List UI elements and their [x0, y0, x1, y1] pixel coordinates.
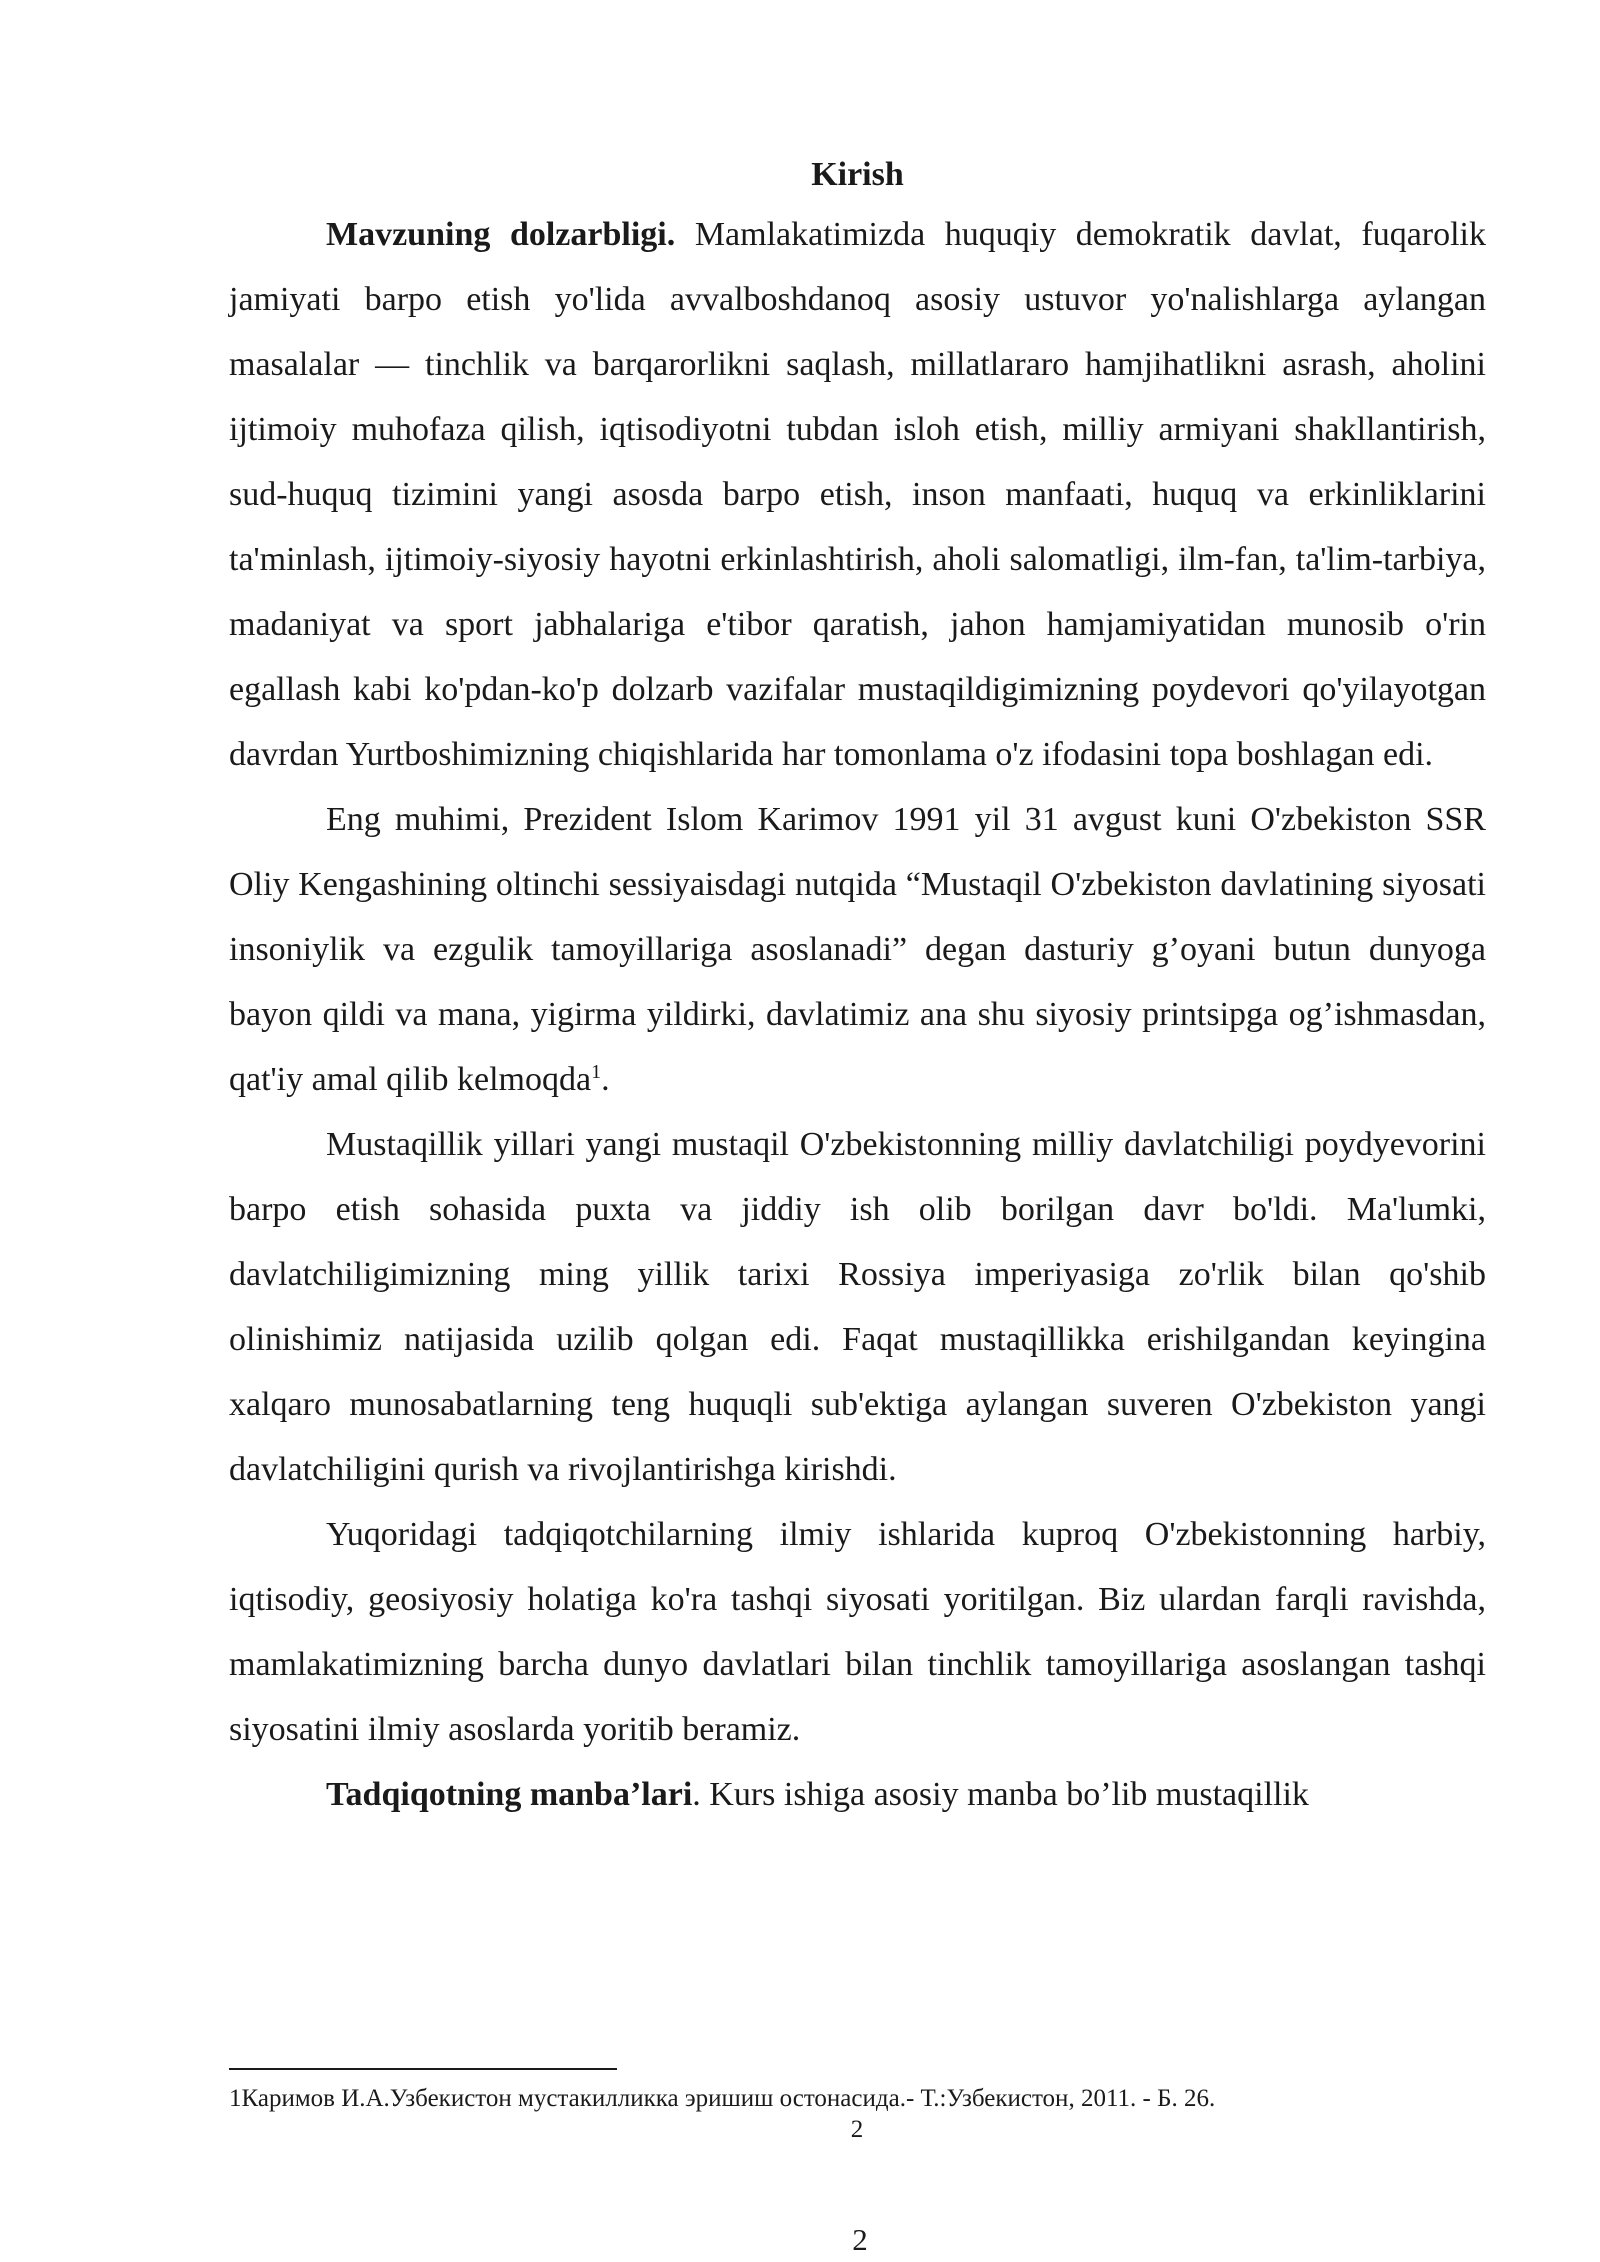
paragraph-independence-years — [229, 1112, 1486, 1502]
footnote-text: 1Каримов И.А.Узбекистон мустакилликка эришиш остонасида.- Т.:Узбекистон, 2011. - Б. 26. — [229, 2085, 1216, 2112]
footnote-separator — [229, 2068, 617, 2070]
page-number: 2 — [852, 2222, 868, 2257]
paragraph-lead: Tadqiqotning manba’lari — [326, 1776, 693, 1813]
paragraph-lead: Mavzuning dolzarbligi. — [326, 216, 676, 253]
page-title: Kirish — [811, 156, 904, 193]
paragraph-relevance — [229, 202, 1486, 787]
paragraph-text: Mustaqillik yillari yangi mustaqil O'zbekistonning milliy davlatchiligi poydyevorini barpo etish sohasida puxta va jiddiy ish olib borilgan davr bo'ldi. Ma'lumki, davlatchiligimizning ming yillik tarixi Rossiya imperiyasiga zo'rlik bilan qo'shib olinishimiz natijasida uzilib qolgan edi. Faqat mustaqillikka erishilgandan keyingina xalqaro munosabatlarning teng huquqli sub'ektiga aylangan suveren O'zbekiston yangi davlatchiligini qurish va rivojlantirishga kirishdi. — [229, 1126, 1486, 1488]
paragraph-researchers — [229, 1502, 1486, 1762]
footnote-page-number: 2 — [850, 2116, 864, 2143]
paragraph-karimov-speech — [229, 787, 1486, 1112]
footnote-reference[interactable]: 1 — [591, 1061, 602, 1083]
paragraph-text: Mamlakatimizda huquqiy demokratik davlat, fuqarolik jamiyati barpo etish yo'lida avvalboshdanoq asosiy ustuvor yo'nalishlarga aylangan masalalar — tinchlik va barqarorlikni saqlash, millatlararo hamjihatlikni asrash, aholini ijtimoiy muhofaza qilish, iqtisodiyotni tubdan isloh etish, milliy armiyani shakllantirish, sud-huquq tizimini yangi asosda barpo etish, inson manfaati, huquq va erkinliklarini ta'minlash, ijtimoiy-siyosiy hayotni erkinlashtirish, aholi salomatligi, ilm-fan, ta'lim-tarbiya, madaniyat va sport jabhalariga e'tibor qaratish, jahon hamjamiyatidan munosib o'rin egallash kabi ko'pdan-ko'p dolzarb vazifalar mustaqildigimizning poydevori qo'yilayotgan davrdan Yurtboshimizning chiqishlarida har tomonlama o'z ifodasini topa boshlagan edi. — [229, 216, 1487, 773]
paragraph-text: Yuqoridagi tadqiqotchilarning ilmiy ishlarida kuproq O'zbekistonning harbiy, iqtisodiy, geosiyosiy holatiga ko'ra tashqi siyosati yoritilgan. Biz ulardan farqli ravishda, mamlakatimizning barcha dunyo davlatlari bilan tinchlik tamoyillariga asoslangan tashqi siyosatini ilmiy asoslarda yoritib beramiz. — [229, 1516, 1486, 1748]
paragraph-sources — [229, 1762, 1486, 1827]
paragraph-text: Eng muhimi, Prezident Islom Karimov 1991 yil 31 avgust kuni O'zbekiston SSR Oliy Kengashining oltinchi sessiyaisdagi nutqida “Mustaqil O'zbekiston davlatining siyosati insoniylik va ezgulik tamoyillariga asoslanadi” degan dasturiy g’oyani butun dunyoga bayon qildi va mana, yigirma yildirki, davlatimiz ana shu siyosiy printsipga og’ishmasdan, qat'iy amal qilib kelmoqda — [229, 801, 1486, 1098]
paragraph-text: . Kurs ishiga asosiy manba bo’lib mustaqillik — [692, 1776, 1309, 1813]
paragraph-tail: . — [601, 1061, 610, 1098]
page-body — [229, 150, 1486, 1827]
